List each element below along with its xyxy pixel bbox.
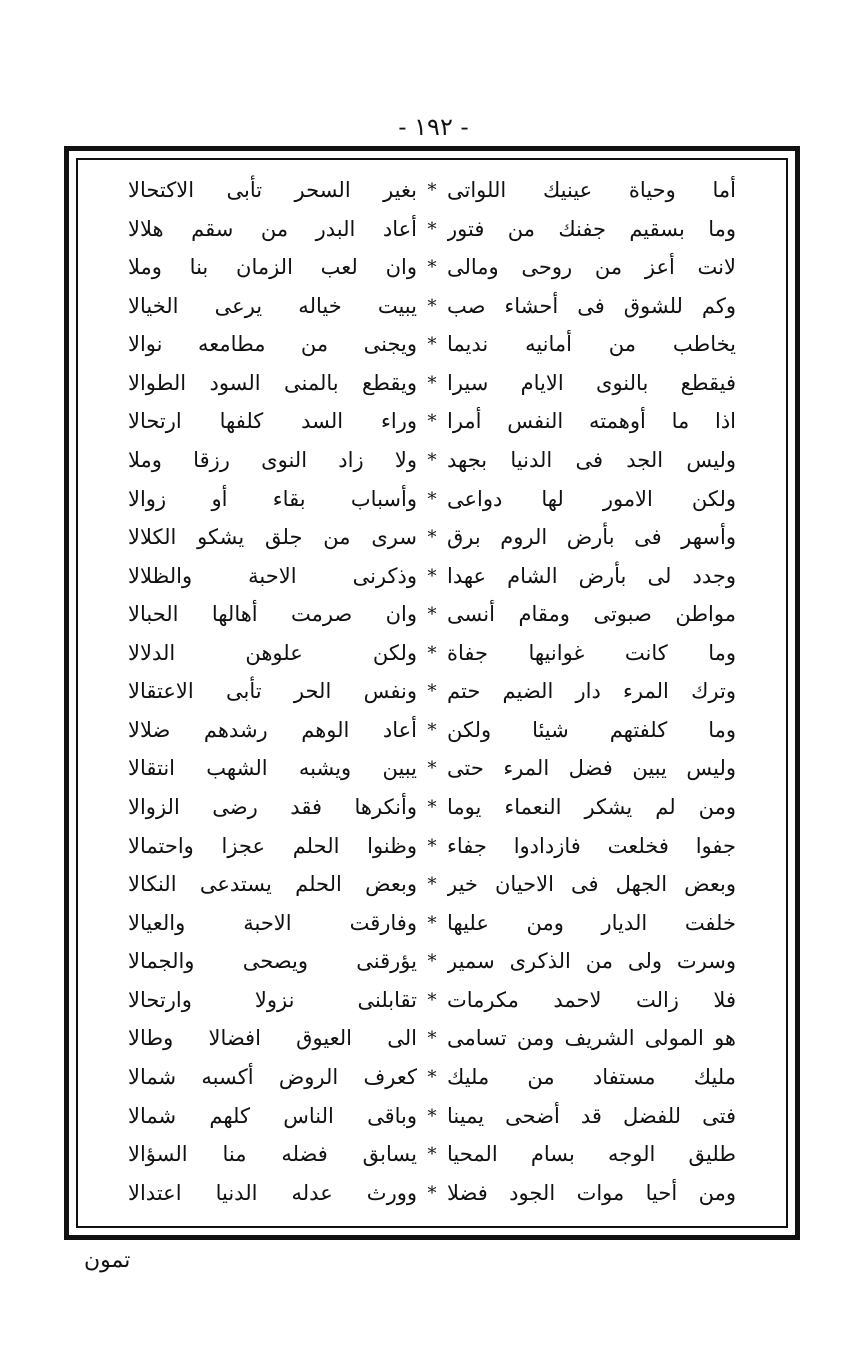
verse-line — [128, 249, 736, 286]
verse-separator-star: * — [427, 1028, 437, 1050]
verse-second-hemistich: ويقطع بالمنى السود الطوالا — [128, 370, 417, 395]
verse-second-hemistich: وان صرمت أهالها الحبالا — [128, 602, 417, 627]
verse-separator-star: * — [427, 951, 437, 973]
verse-line — [128, 403, 736, 440]
verse-separator-star: * — [427, 372, 437, 394]
verse-first-hemistich: اذا ما أوهمته النفس أمرا — [447, 409, 736, 434]
verse-line — [128, 596, 736, 633]
verse-first-hemistich: جفوا فخلعت فازدادوا جفاء — [447, 833, 736, 858]
verse-second-hemistich: الى العيوق افضالا وطالا — [128, 1026, 417, 1051]
verse-first-hemistich: ولكن الامور لها دواعى — [447, 486, 736, 511]
verse-first-hemistich: فيقطع بالنوى الايام سيرا — [447, 370, 736, 395]
verse-second-hemistich: كعرف الروض أكسبه شمالا — [128, 1064, 417, 1089]
verse-second-hemistich: ولا زاد النوى رزقا وملا — [128, 447, 417, 472]
verse-line — [128, 365, 736, 402]
verse-line — [128, 442, 736, 479]
verse-line — [128, 1059, 736, 1096]
verse-separator-star: * — [427, 334, 437, 356]
verse-first-hemistich: وكم للشوق فى أحشاء صب — [447, 293, 736, 318]
verse-separator-star: * — [427, 912, 437, 934]
verse-second-hemistich: وأسباب بقاء أو زوالا — [128, 486, 417, 511]
verse-first-hemistich: لانت أعز من روحى ومالى — [447, 255, 736, 280]
catchword: تمون — [84, 1248, 131, 1273]
verse-first-hemistich: يخاطب من أمانيه نديما — [447, 332, 736, 357]
verse-first-hemistich: خلفت الديار ومن عليها — [447, 910, 736, 935]
verse-separator-star: * — [427, 1066, 437, 1088]
verse-separator-star: * — [427, 411, 437, 433]
verse-first-hemistich: وليس الجد فى الدنيا بجهد — [447, 447, 736, 472]
verse-separator-star: * — [427, 1105, 437, 1127]
verse-second-hemistich: يؤرقنى ويصحى والجمالا — [128, 949, 417, 974]
verse-line — [128, 673, 736, 710]
verse-separator-star: * — [427, 257, 437, 279]
verse-line — [128, 866, 736, 903]
verse-separator-star: * — [427, 797, 437, 818]
verse-first-hemistich: وما بسقيم جفنك من فتور — [447, 216, 736, 241]
verse-second-hemistich: ويجنى من مطامعه نوالا — [128, 332, 417, 357]
verse-line — [128, 789, 736, 826]
verse-separator-star: * — [427, 488, 437, 510]
verse-line — [128, 1136, 736, 1173]
verse-line — [128, 481, 736, 518]
verse-second-hemistich: وظنوا الحلم عجزا واحتمالا — [128, 833, 417, 858]
verse-separator-star: * — [427, 758, 437, 780]
verse-second-hemistich: يبيت خياله يرعى الخيالا — [128, 293, 417, 318]
verse-separator-star: * — [427, 835, 437, 857]
verse-separator-star: * — [427, 642, 437, 664]
verse-second-hemistich: وان لعب الزمان بنا وملا — [128, 255, 417, 280]
verse-separator-star: * — [427, 681, 437, 703]
verse-line — [128, 288, 736, 325]
verse-first-hemistich: فتى للفضل قد أضحى يمينا — [447, 1103, 736, 1128]
verse-second-hemistich: سرى من جلق يشكو الكلالا — [128, 525, 417, 550]
verse-line — [128, 558, 736, 595]
verse-separator-star: * — [427, 604, 437, 626]
verse-first-hemistich: وسرت ولى من الذكرى سمير — [447, 949, 736, 974]
verse-second-hemistich: وأنكرها فقد رضى الزوالا — [128, 795, 417, 819]
verse-separator-star: * — [427, 527, 437, 549]
verse-separator-star: * — [427, 989, 437, 1011]
verse-line — [128, 750, 736, 787]
verse-second-hemistich: وبعض الحلم يستدعى النكالا — [128, 872, 417, 897]
verse-first-hemistich: فلا زالت لاحمد مكرمات — [447, 987, 736, 1012]
verse-first-hemistich: وجدد لى بأرض الشام عهدا — [447, 563, 736, 588]
verse-second-hemistich: أعاد الوهم رشدهم ضلالا — [128, 717, 417, 742]
verse-second-hemistich: ولكن علوهن الدلالا — [128, 640, 417, 665]
verse-first-hemistich: وترك المرء دار الضيم حتم — [447, 679, 736, 704]
verse-separator-star: * — [427, 874, 437, 896]
verse-line — [128, 712, 736, 749]
verse-separator-star: * — [427, 1144, 437, 1166]
verse-second-hemistich: يسابق فضله منا السؤالا — [128, 1142, 417, 1167]
verse-first-hemistich: وبعض الجهل فى الاحيان خير — [447, 872, 736, 897]
verse-separator-star: * — [427, 295, 437, 317]
verse-line — [128, 905, 736, 942]
verse-line — [128, 1098, 736, 1135]
verse-first-hemistich: هو المولى الشريف ومن تسامى — [447, 1026, 736, 1051]
verse-line — [128, 326, 736, 363]
poem-verses — [128, 172, 736, 1212]
verse-second-hemistich: وذكرنى الاحبة والظلالا — [128, 563, 417, 588]
page-number: - ١٩٢ - — [398, 113, 469, 141]
verse-line — [128, 172, 736, 209]
verse-first-hemistich: طليق الوجه بسام المحيا — [447, 1142, 736, 1167]
verse-separator-star: * — [427, 449, 437, 471]
verse-second-hemistich: وباقى الناس كلهم شمالا — [128, 1103, 417, 1128]
verse-second-hemistich: وورث عدله الدنيا اعتدالا — [128, 1180, 417, 1205]
verse-second-hemistich: ونفس الحر تأبى الاعتقالا — [128, 679, 417, 704]
verse-separator-star: * — [427, 1182, 437, 1204]
verse-line — [128, 943, 736, 980]
verse-second-hemistich: وراء السد كلفها ارتحالا — [128, 409, 417, 434]
verse-first-hemistich: وليس يبين فضل المرء حتى — [447, 756, 736, 781]
page-frame-inner — [76, 158, 788, 1228]
verse-first-hemistich: وما كانت غوانيها جفاة — [447, 640, 736, 665]
verse-first-hemistich: وما كلفتهم شيئا ولكن — [447, 717, 736, 742]
verse-line — [128, 635, 736, 672]
verse-separator-star: * — [427, 218, 437, 240]
verse-first-hemistich: مليك مستفاد من مليك — [447, 1064, 736, 1089]
verse-separator-star: * — [427, 565, 437, 587]
verse-second-hemistich: أعاد البدر من سقم هلالا — [128, 216, 417, 241]
verse-first-hemistich: أما وحياة عينيك اللواتى — [447, 178, 736, 202]
verse-first-hemistich: وأسهر فى بأرض الروم برق — [447, 525, 736, 550]
verse-second-hemistich: وفارقت الاحبة والعيالا — [128, 910, 417, 935]
verse-separator-star: * — [427, 180, 437, 201]
verse-second-hemistich: يبين ويشبه الشهب انتقالا — [128, 756, 417, 781]
verse-line — [128, 211, 736, 248]
verse-first-hemistich: ومن لم يشكر النعماء يوما — [447, 795, 736, 819]
verse-line — [128, 982, 736, 1019]
verse-line — [128, 519, 736, 556]
verse-first-hemistich: ومن أحيا موات الجود فضلا — [447, 1180, 736, 1205]
verse-second-hemistich: تقابلنى نزولا وارتحالا — [128, 987, 417, 1012]
verse-first-hemistich: مواطن صبوتى ومقام أنسى — [447, 602, 736, 627]
verse-second-hemistich: بغير السحر تأبى الاكتحالا — [128, 178, 417, 202]
verse-line — [128, 1175, 736, 1212]
verse-line — [128, 828, 736, 865]
verse-line — [128, 1020, 736, 1057]
page-frame — [64, 146, 800, 1240]
verse-separator-star: * — [427, 719, 437, 741]
